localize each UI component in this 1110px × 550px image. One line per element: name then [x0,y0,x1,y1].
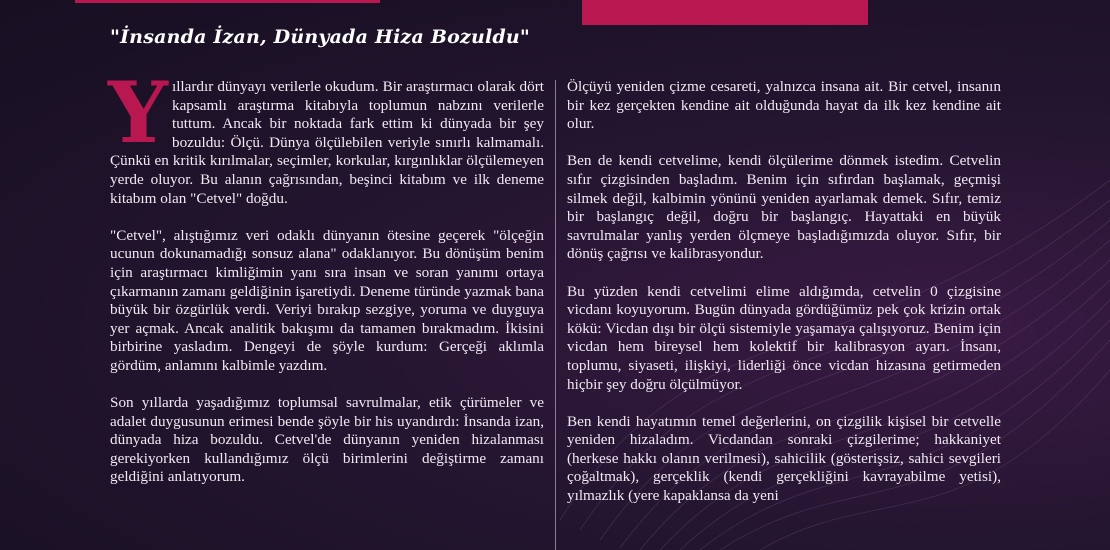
paragraph-1-text: ıllardır dünyayı verilerle okudum. Bir araştırmacı olarak dört kapsamlı araştırma kitabıyla toplumun nabzını verilerle tuttum. Ancak bir noktada fark ettim ki dünyada bir şey bozuldu: Ölçü. Dünya ölçülebilen veriyle sınırlı kalmamalı. Çünkü en kritik kırılmalar, seçimler, korkular, kırgınlıklar ölçülemeyen yerde oluyor. Bu alanın çağrısından, beşinci kitabım ve ilk deneme kitabım olan "Cetvel" doğdu. [110,78,544,207]
article-headline: "İnsanda İzan, Dünyada Hiza Bozuldu" [110,26,530,48]
paragraph-2: "Cetvel", alıştığımız veri odaklı dünyanın ötesine geçerek "ölçeğin ucunun dokunamadığı sonsuz alana" odaklanıyor. Bu dönüşüm benim için araştırmacı kimliğimin yanı sıra insan ve soran yanımı ortaya çıkarmanın zamanı geldiğinin işaretiydi. Deneme türünde yazmak bana büyük bir özgürlük verdi. Veriyi bırakıp sezgiye, yoruma ve duyguya yer açmak. Ancak analitik bakışımı da tamamen bırakmadım. İkisini birbirine yasladım. Dengeyi de şöyle kurdum: Gerçeği aklımla gördüm, anlamını kalbimle yazdım. [110,226,544,374]
column-divider [555,80,556,550]
paragraph-1 [108,63,544,208]
paragraph-5: Ben de kendi cetvelime, kendi ölçülerime dönmek istedim. Cetvelin sıfır çizgisinden başladım. Benim için sıfırdan başlamak, geçmişi silmek değil, kalbimin yönünü yeniden ayarlamak demek. Sıfır, temiz bir başlangıç değil, doğru bir başlangıç. Hayattaki en büyük savrulmalar yanlış yerden ölçmeye başladığımızda oluyor. Sıfır, bir dönüş çağrısı ve kalibrasyondur. [567,152,1001,263]
left-column [108,63,544,506]
paragraph-3: Son yıllarda yaşadığımız toplumsal savrulmalar, etik çürümeler ve adalet duygusunun erimesi bende şöyle bir his uyandırdı: İnsanda izan, dünyada hiza bozuldu. Cetvel'de dünyanın yeniden hizalanması gerekiyorken kullandığımız ölçü birimlerini değiştirme zamanı geldiğini anlatıyorum. [110,394,544,486]
paragraph-4: Ölçüyü yeniden çizme cesareti, yalnızca insana ait. Bir cetvel, insanın bir kez gerçekten kendine ait olduğunda hayat da ilk kez kendine ait olur. [567,78,1001,133]
paragraph-6: Bu yüzden kendi cetvelimi elime aldığımda, cetvelin 0 çizgisine vicdanı koyuyorum. Bugün dünyada gördüğümüz pek çok krizin ortak kökü: Vicdan dışı bir ölçü sistemiyle yaşamaya çalışıyoruz. Benim için vicdan hem bireysel hem kolektif bir kalibrasyon ayarı. İnsanı, toplumu, siyaseti, ilişkiyi, liderliği önce vicdan hizasına getirmeden hiçbir şey doğru ölçülmüyor. [567,282,1001,393]
paragraph-7: Ben kendi hayatımın temel değerlerini, on çizgilik kişisel bir cetvelle yeniden hizaladım. Vicdandan sonraki çizgilerime; hakkaniyet (herkese hakkı olanın verilmesi), sahicilik (gösterişsiz, sahici sevgileri çoğaltmak), gerçeklik (kendi gerçekliğini kavrayabilme yetisi), yılmazlık (yere kapaklansa da yeni [567,412,1001,505]
drop-cap: Y [108,63,168,162]
decorative-accent-bar [75,0,380,3]
right-column [567,78,1001,524]
decorative-accent-block [582,0,868,25]
